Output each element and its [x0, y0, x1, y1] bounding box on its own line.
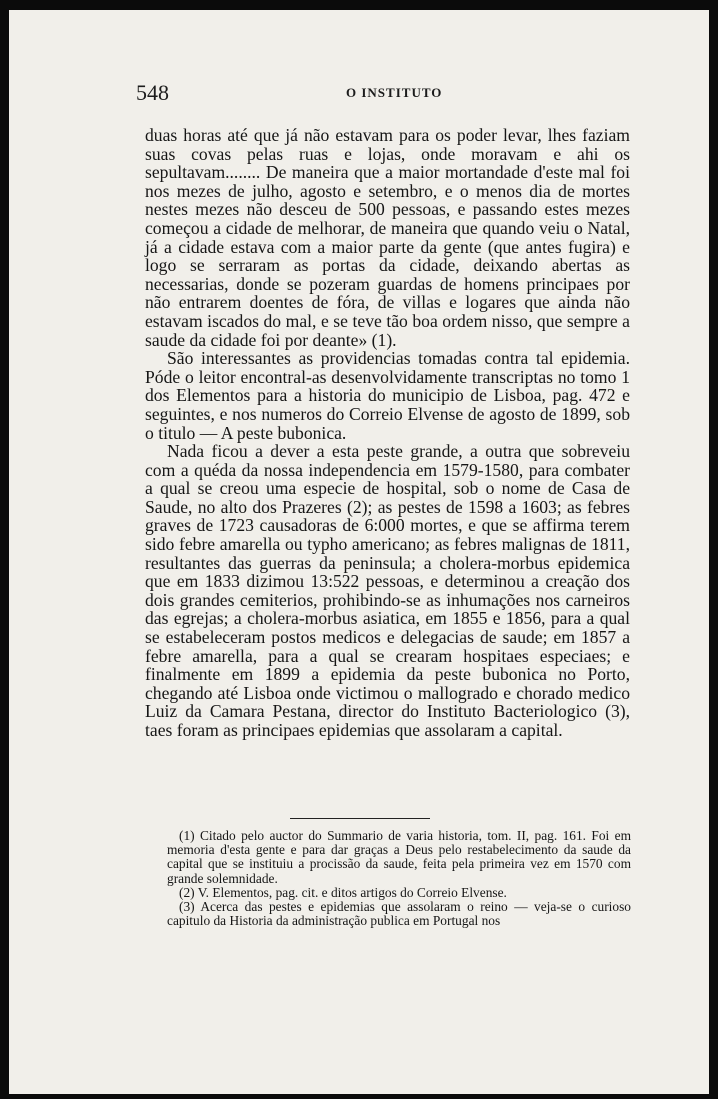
footnotes	[167, 826, 631, 928]
paragraph-providencias: São interessantes as providencias tomadas contra tal epidemia. Póde o leitor encontral-as desenvolvidamente transcriptas no tomo 1 dos Elementos para a historia do municipio de Lisboa, pag. 472 e seguintes, e nos numeros do Correio Elvense de agosto de 1899, sob o titulo — A peste bubonica.	[145, 348, 630, 443]
footnote-1: (1) Citado pelo auctor do Summario de varia historia, tom. II, pag. 161. Foi em memoria d'esta gente e para dar graças a Deus pelo restabelecimento da saude da capital que se instituiu a procissão da saude, feita pela primeira vez em 1570 com grande solemnidade.	[167, 828, 631, 886]
running-title: O INSTITUTO	[346, 85, 443, 100]
paragraph-epidemias: Nada ficou a dever a esta peste grande, a outra que sobreveiu com a quéda da nossa independencia em 1579-1580, para combater a qual se creou uma especie de hospital, sob o nome de Casa de Saude, no alto dos Prazeres (2); as pestes de 1598 a 1603; as febres graves de 1723 causadoras de 6:000 mortes, e que se affirma terem sido febre amarella ou typho americano; as febres malignas de 1811, resultantes das guerras da peninsula; a cholera-morbus epidemica que em 1833 dizimou 13:522 pessoas, e determinou a creação dos dois grandes cemiterios, prohibindo-se as inhumações nos carneiros das egrejas; a cholera-morbus asiatica, em 1855 e 1856, para a qual se estabeleceram postos medicos e delegacias de saude; em 1857 a febre amarella, para a qual se crearam hospitaes especiaes; e finalmente em 1899 a epidemia da peste bubonica no Porto, chegando até Lisboa onde victimou o mallogrado e chorado medico Luiz da Camara Pestana, director do Instituto Bacteriologico (3), taes foram as principaes epidemias que assolaram a capital.	[145, 441, 630, 740]
page-number: 548	[136, 80, 169, 105]
paragraph-continuation: duas horas até que já não estavam para os poder levar, lhes faziam suas covas pelas ruas e lojas, onde moravam e ahi os sepultavam........ De maneira que a maior mortandade d'este mal foi nos mezes de julho, agosto e setembro, e o menos dia de mortes nestes mezes não desceu de 500 pessoas, e passando estes mezes começou a cidade de melhorar, de maneira que quando veiu o Natal, já a cidade estava com a maior parte da gente (que antes fugira) e logo se serraram as portas da cidade, deixando abertas as necessarias, donde se pozeram guardas de homens principaes por não entrarem doentes de fóra, de villas e logares que ainda não estavam iscados do mal, e se teve tão boa ordem nisso, que sempre a saude da cidade foi por deante» (1).	[145, 125, 630, 350]
footnote-2: (2) V. Elementos, pag. cit. e ditos artigos do Correio Elvense.	[179, 884, 507, 900]
page-header	[136, 80, 626, 106]
main-text	[145, 126, 630, 740]
footnote-3: (3) Acerca das pestes e epidemias que assolaram o reino — veja-se o curioso capitulo da Historia da administração publica em Portugal nos	[167, 899, 631, 929]
footnote-separator	[290, 818, 430, 819]
